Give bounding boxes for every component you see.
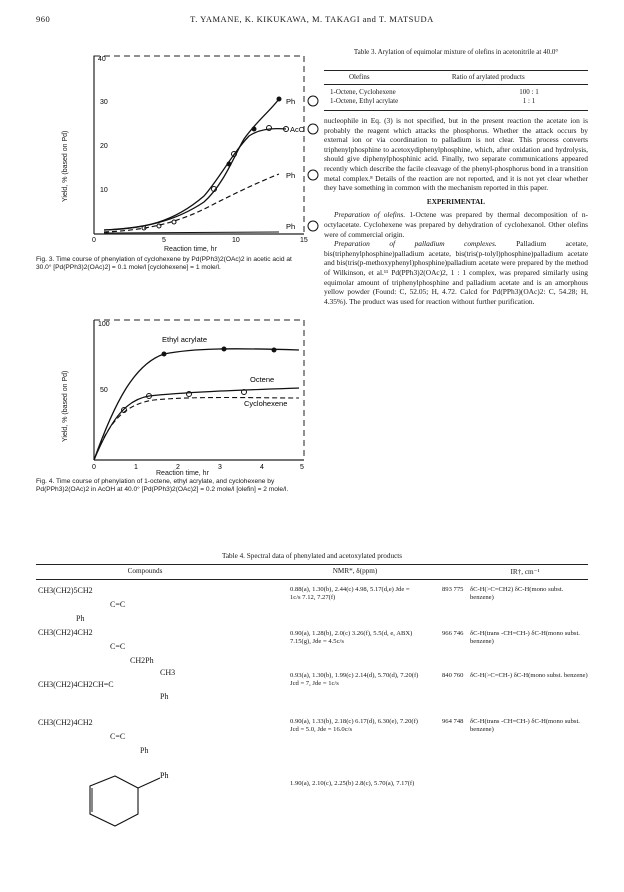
table-4-ir-wave-3: 840 760 [442,672,464,679]
table-3-title: Table 3. Arylation of equimolar mixture of olefins in acetonitrile at 40.0° [353,48,559,56]
fig4-ytick: 50 [100,387,108,394]
fig3-point [277,97,282,102]
table-4-nmr-2: 0.90(a), 1.28(b), 2.0(c) 3.26(f), 5.5(d, e, ABX) 7.15(g), Jde = 4.5c/s [290,630,413,646]
paragraph-palladium [324,239,588,306]
fig4-ylabel-wrap [62,334,74,444]
fig3-xtick: 5 [162,237,166,244]
fig3-series-ph-bottom [104,232,279,233]
fig3-xtick: 10 [232,237,240,244]
table-4-compound-3-line1: CH3(CH2)4CH2CH=C [38,680,114,689]
figure-3 [62,44,334,253]
paragraph-continuation: nucleophile in Eq. (3) is not specified, but in the present reaction the acetate ion is probably the reagent which attacks the phosphorus. Whether the attack occurs by external ion or via coordination to palladium is not clear. This process converts triphenylphosphine to acetoxydiphenylphosphine, which, after oxidation and hydrolysis, should give diphenylphosphinic acid. Finally, two separate communications appeared recently which describe the facile cleavage of the phenyl-phosphorus bond in a transition metal complex.⁸ Details of the reaction are not reported, and it is not yet clear whether they have something in common with the mechanism reported in this paper. [324,116,588,193]
paragraph-olefins [324,210,588,239]
table-4-ir-wave-1: 893 775 [442,586,464,593]
fig4-point [222,347,227,352]
page-number: 960 [36,14,51,24]
fig3-ytick: 30 [100,99,108,106]
fig3-xtick: 15 [300,237,308,244]
figure-4-caption: Fig. 4. Time course of phenylation of 1-octene, ethyl acrylate, and cyclohexene by Pd(PPh3)2(OAc)2 in AcOH at 40.0° [Pd(PPh3)2(OAc)2] = 0.2 mole/l [olefin] = 2 mole/l. [36,478,289,494]
table-4-compound-1-line2: C=C [110,600,126,609]
table-4-compound-4-line2: C=C [110,732,126,741]
figure-3-caption: Fig. 3. Time course of phenylation of cyclohexene by Pd(PPh3)2(OAc)2 in acetic acid at 30.0° [Pd(PPh3)2(OAc)2] = 0.1 mole/l [cyclohexene] = 1 mole/l. [36,256,292,272]
fig4-xtick: 0 [92,464,96,471]
table-row [328,88,586,97]
fig4-xtick: 3 [218,464,222,471]
fig3-ylabel-wrap [62,84,74,204]
table-4-ir-assign-4: δC-H(trans -CH=CH-) δC-H(mono subst. benzene) [470,718,580,734]
right-column [324,116,588,306]
table-4-nmr-1: 0.88(a), 1.30(b), 2.44(c) 4.98, 5.17(d,e) Jde = 1c/s 7.12, 7.27(f) [290,586,410,602]
fig3-series-ph-top [104,99,279,230]
fig3-point [157,224,161,228]
table-3-header-row [328,73,586,82]
table-3-bottom-rule [324,110,588,111]
fig3-point [252,127,257,132]
section-heading-experimental: EXPERIMENTAL [426,197,486,206]
paragraph-olefins-title: Preparation of olefins. [334,210,406,220]
fig3-ring-icon [308,124,318,134]
fig3-ring-icon [308,96,318,106]
cyclohexenyl-structure-drawing [60,766,180,846]
table-4-header-nmr: NMR*, δ(ppm) [332,567,378,575]
fig3-ring-icon [308,170,318,180]
fig3-ytick: 10 [100,187,108,194]
table-3-col-ratio: Ratio of arylated products [451,73,525,81]
table-4-nmr-4: 0.90(a), 1.33(b), 2.18(c) 6.17(d), 6.30(e), 7.20(f) Jcd = 5.0, Jde = 16.0c/s [290,718,418,734]
table-3-col-olefins: Olefins [348,73,370,81]
fig4-ylabel: Yield, % (based on Pd) [62,370,69,442]
table-3 [328,73,586,82]
fig3-point [267,126,272,131]
figure-3-frame [94,56,304,234]
table-3-cell-olefins: 1-Octene, Ethyl acrylate [330,97,399,105]
fig3-label-ph3: Ph [286,222,296,231]
table-4-compound-4-line1: CH3(CH2)4CH2 [38,718,93,727]
fig4-point [272,348,277,353]
fig4-ytick: 100 [98,321,110,328]
table-4-top-rule [36,564,588,565]
table-4-ir-assign-2: δC-H(trans -CH=CH-) δC-H(mono subst. benzene) [470,630,580,646]
table-4-compound-3-line3: Ph [160,692,169,701]
ph-substituent-label: Ph [160,771,169,780]
table-4-compound-3-line2: CH3 [160,668,176,677]
fig4-xtick: 5 [300,464,304,471]
paragraph-olefins-body: 1-Octene was prepared by thermal decomposition of n-octylacetate. Cyclohexene was prepared by dehydration of cyclohexanol. Other olefins were of commercial origin. [324,210,588,239]
table-4-ir-assign-1: δC-H(>C=CH2) δC-H(mono subst. benzene) [470,586,564,602]
table-4-compound-2-line3: CH2Ph [130,656,154,665]
ph-bond [138,778,160,788]
table-4-ir-wave-2: 966 746 [442,630,464,637]
fig3-label-aco: AcO [290,125,305,134]
fig3-point [172,220,176,224]
table-3-body [328,88,586,106]
fig3-xtick: 0 [92,237,96,244]
table-4-compound-1-line1: CH3(CH2)5CH2 [38,586,93,595]
table-3-cell-olefins: 1-Octene, Cyclohexene [330,88,396,96]
running-header-authors: T. YAMANE, K. KIKUKAWA, M. TAKAGI and T. MATSUDA [190,14,434,24]
table-3-cell-ratio: 1 : 1 [522,97,536,105]
table-4-title: Table 4. Spectral data of phenylated and acetoxylated products [221,552,403,560]
figure-4 [62,314,324,477]
fig3-ytick: 40 [98,56,106,63]
table-3-top-rule [324,70,588,71]
fig4-label-ethyl-acrylate: Ethyl acrylate [162,335,208,344]
fig3-label-ph1: Ph [286,97,296,106]
fig4-xtick: 4 [260,464,264,471]
table-4-ir-assign-3: δC-H(>C=CH-) δC-H(mono subst. benzene) [470,672,588,679]
paragraph-palladium-body: Palladium acetate, bis(triphenylphosphine)palladium acetate, bis(tris(p-tolyl)phosphine)palladium acetate and bis(tris(p-methoxyphenyl)phosphine)palladium acetate were prepared by the method of Wilkinson, et al.¹¹ Pd(PPh3)2(OAc)2, 1 : 1 complex, was prepared similarly using equimolar amount of triphenylphosphine and palladium acetate and is an amorphous yellow powder (Found: C, 52.05; H, 4.72. Calcd for Pd(PPh3)(OAc)2: C, 54.28; H, 4.35%). The product was used for reaction without further purification. [324,239,588,306]
table-4-nmr-3: 0.93(a), 1.30(b), 1.99(c) 2.14(d), 5.70(d), 7.20(f) Jcd = 7, Jde = 1c/s [290,672,419,688]
fig3-label-ph2: Ph [286,171,296,180]
table-3-cell-ratio: 100 : 1 [519,88,539,96]
table-3-header-rule [324,84,588,85]
fig4-point [187,392,192,397]
figure-4-plot [64,314,324,474]
table-4-compound-4-line3: Ph [140,746,149,755]
table-4-header-compounds: Compounds [127,567,163,575]
fig3-series-aco [104,129,286,230]
fig3-series-ph-mid [104,174,279,232]
fig4-label-octene: Octene [250,375,275,384]
fig4-xlabel: Reaction time, hr [156,470,209,477]
fig3-point [227,162,232,167]
table-4-compound-2-line1: CH3(CH2)4CH2 [38,628,93,637]
table-4-ir-wave-4: 964 748 [442,718,464,725]
fig4-xtick: 1 [134,464,138,471]
fig3-xlabel: Reaction time, hr [164,246,217,253]
table-4-header-ir: IR†, cm⁻¹ [510,568,540,576]
figure-3-plot [64,44,334,244]
cyclohexene-ring [90,776,138,826]
table-4-nmr-5: 1.90(a), 2.10(c), 2.25(b) 2.8(c), 5.70(a), 7.17(f) [290,780,415,787]
table-row [328,97,586,106]
table-4-compound-1-line3: Ph [76,614,85,623]
fig3-ylabel: Yield, % (based on Pd) [62,130,69,202]
fig4-point [162,352,167,357]
fig3-ytick: 20 [100,143,108,150]
paragraph-palladium-title: Preparation of palladium complexes. [334,239,497,249]
table-4-header-rule [36,579,588,580]
fig3-ring-icon [308,221,318,231]
fig4-xtick: 2 [176,464,180,471]
table-4-compound-2-line2: C=C [110,642,126,651]
fig4-label-cyclohexene: Cyclohexene [244,399,288,408]
